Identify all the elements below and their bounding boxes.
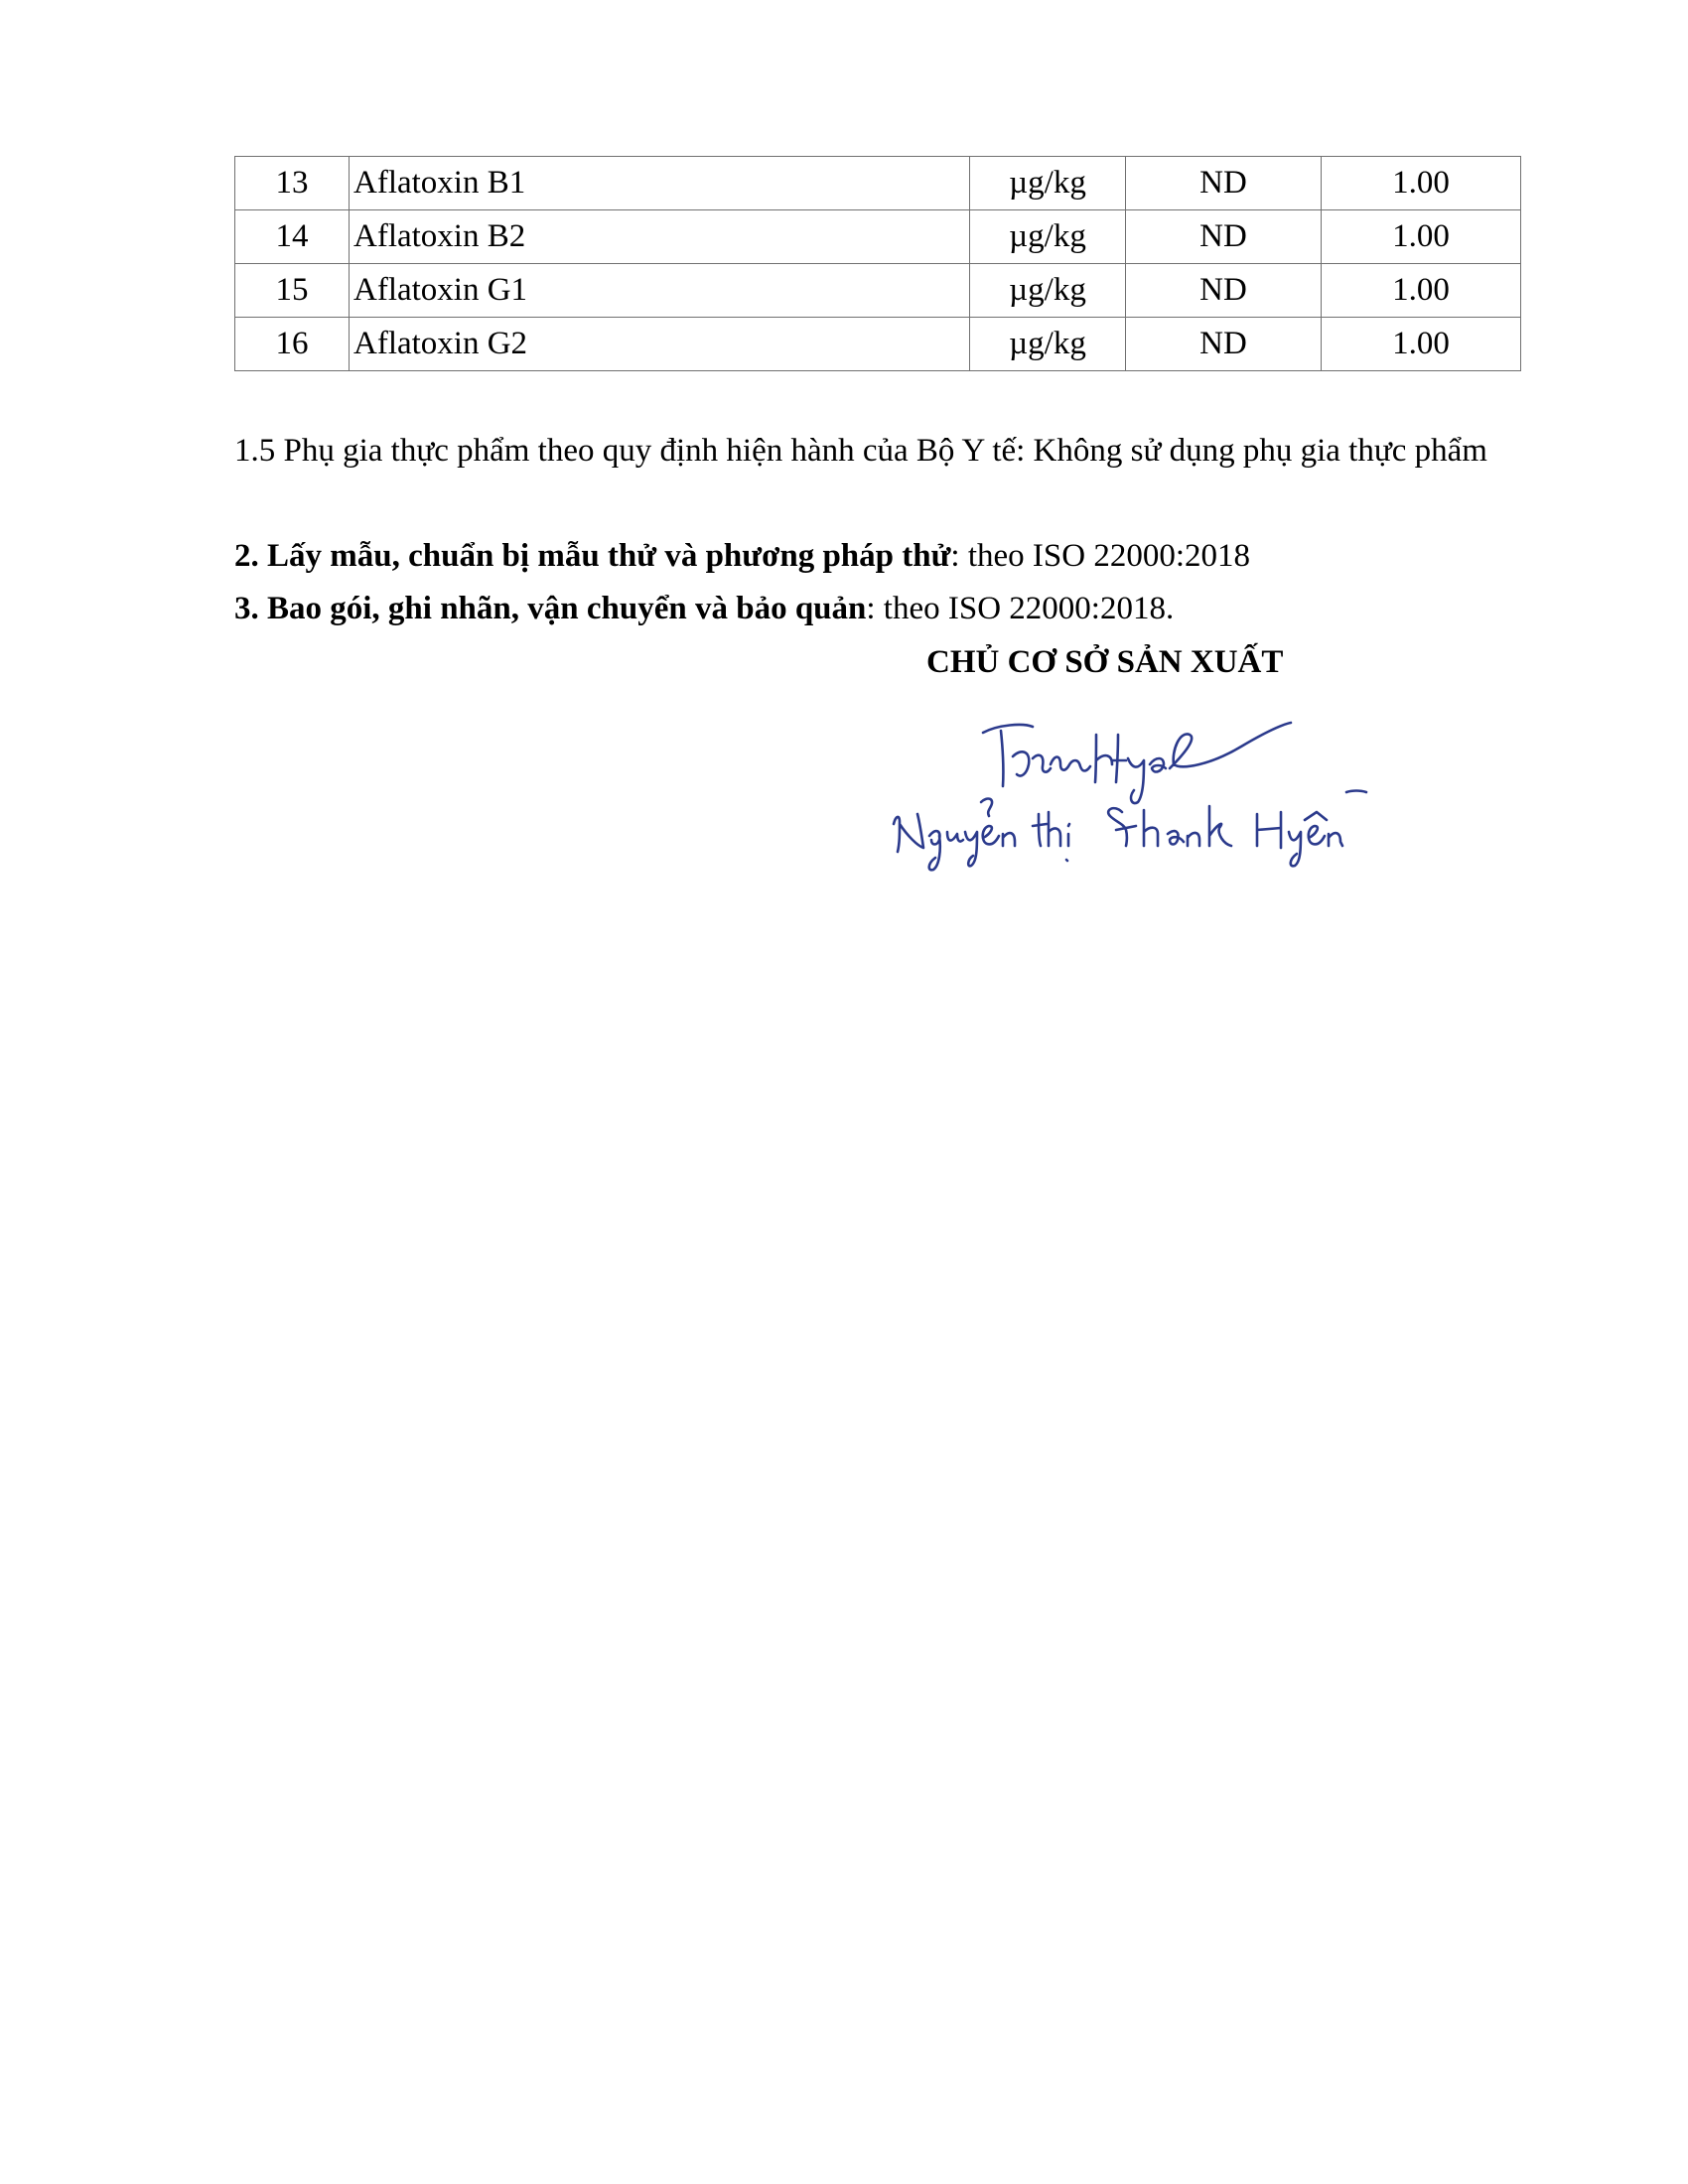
row-number: 13 [235, 157, 350, 210]
section-1-5-paragraph: 1.5 Phụ gia thực phẩm theo quy định hiện hành của Bộ Y tế: Không sử dụng phụ gia thực phẩm [234, 433, 1487, 469]
table-row [235, 210, 1521, 264]
signature-stroke [1095, 735, 1126, 782]
signature-stroke [983, 826, 1015, 846]
result: ND [1126, 157, 1322, 210]
signature-stroke [1051, 757, 1090, 771]
unit: µg/kg [970, 210, 1126, 264]
signature-stroke [1305, 791, 1366, 821]
section-2-heading: 2. Lấy mẫu, chuẩn bị mẫu thử và phương pháp thử [234, 538, 951, 574]
signature-stroke [1066, 860, 1067, 861]
signature-stroke [947, 832, 977, 866]
table-row [235, 264, 1521, 318]
table-row [235, 157, 1521, 210]
signature-stroke [1289, 832, 1301, 866]
section-3-paragraph [234, 583, 1525, 635]
signature-stroke [981, 799, 992, 816]
signature-stroke [1013, 751, 1051, 775]
signature-stroke [983, 725, 1033, 786]
signer-title: CHỦ CƠ SỞ SẢN XUẤT [926, 644, 1284, 680]
limit: 1.00 [1322, 264, 1521, 318]
row-number: 14 [235, 210, 350, 264]
signature-stroke [894, 814, 923, 852]
signature-stroke [1128, 758, 1144, 803]
criterion-name: Aflatoxin B1 [350, 157, 970, 210]
signature-stroke [929, 831, 940, 870]
unit: µg/kg [970, 318, 1126, 371]
result: ND [1126, 264, 1322, 318]
section-3-heading: 3. Bao gói, ghi nhãn, vận chuyển và bảo quản [234, 591, 867, 626]
aflatoxin-table [234, 156, 1521, 371]
section-3-text: : theo ISO 22000:2018. [866, 591, 1175, 626]
signature-stroke [1188, 806, 1231, 846]
handwritten-signature [884, 695, 1400, 893]
signature-stroke [1170, 723, 1291, 768]
limit: 1.00 [1322, 157, 1521, 210]
table-row [235, 318, 1521, 371]
row-number: 16 [235, 318, 350, 371]
unit: µg/kg [970, 264, 1126, 318]
criterion-name: Aflatoxin G1 [350, 264, 970, 318]
result: ND [1126, 318, 1322, 371]
section-2-paragraph [234, 530, 1525, 583]
signature-stroke [1309, 826, 1342, 846]
signature-stroke [1144, 810, 1184, 846]
signature-stroke [1150, 758, 1166, 771]
limit: 1.00 [1322, 210, 1521, 264]
criterion-name: Aflatoxin G2 [350, 318, 970, 371]
signature-stroke [1108, 808, 1136, 846]
signature-stroke [1257, 812, 1281, 848]
section-2-text: : theo ISO 22000:2018 [950, 538, 1250, 574]
row-number: 15 [235, 264, 350, 318]
criterion-name: Aflatoxin B2 [350, 210, 970, 264]
unit: µg/kg [970, 157, 1126, 210]
result: ND [1126, 210, 1322, 264]
limit: 1.00 [1322, 318, 1521, 371]
signature-stroke [1033, 812, 1069, 846]
